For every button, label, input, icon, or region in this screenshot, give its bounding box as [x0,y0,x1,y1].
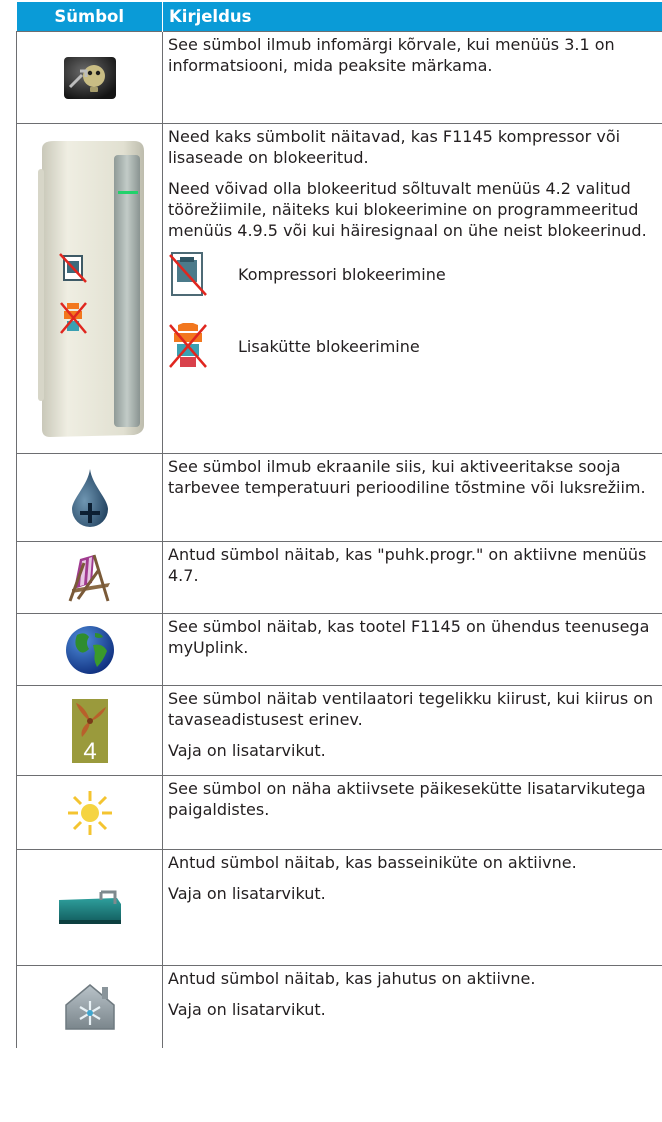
compressor-blocked-icon [168,251,208,297]
column-header-symbol: Sümbol [17,2,163,32]
description-text: Vaja on lisatarvikut. [168,741,326,760]
symbol-table [16,2,662,1048]
table-row [17,776,662,850]
description-cell [163,454,662,542]
table-row [17,850,662,966]
description-text: Need kaks sümbolit näitavad, kas F1145 kompressor või lisaseade on blokeeritud. [168,127,621,167]
deck-chair-icon [64,553,116,603]
column-header-description: Kirjeldus [163,2,662,32]
description-text: Antud sümbol näitab, kas jahutus on aktiivne. [168,969,536,988]
table-row [17,32,662,124]
symbol-cell [17,32,163,124]
description-text: See sümbol ilmub ekraanile siis, kui aktiveeritakse sooja tarbevee temperatuuri perioodiline tõstmine või luksrežiim. [168,457,646,497]
symbol-cell [17,614,163,686]
description-cell [163,614,662,686]
description-text: See sümbol on näha aktiivsete päikesekütte lisatarvikutega paigaldistes. [168,779,646,819]
symbol-cell [17,454,163,542]
description-text: Vaja on lisatarvikut. [168,1000,326,1019]
description-cell [163,966,662,1048]
table-header [17,2,662,32]
description-text: Need võivad olla blokeeritud sõltuvalt menüüs 4.2 valitud töörežiimile, näiteks kui blokeerimine on programmeeritud menüüs 4.9.5 või kui häiresignaal on ühe neist blokeerinud. [168,179,647,240]
sub-item-addition-blocked [168,323,654,369]
sun-icon [66,789,114,837]
table-row [17,966,662,1048]
description-text: Antud sümbol näitab, kas basseiniküte on aktiivne. [168,853,577,872]
description-cell [163,776,662,850]
description-text: See sümbol ilmub infomärgi kõrvale, kui menüüs 3.1 on informatsiooni, mida peaksite märkama. [168,35,615,75]
description-cell [163,32,662,124]
description-text: Antud sümbol näitab, kas "puhk.progr." on aktiivne menüüs 4.7. [168,545,647,585]
table-row [17,686,662,776]
description-text: Vaja on lisatarvikut. [168,884,326,903]
sub-item-compressor-blocked [168,251,654,297]
hot-water-drop-icon [70,469,110,527]
table-row [17,614,662,686]
table-row [17,454,662,542]
sub-item-label: Kompressori blokeerimine [238,264,446,284]
sub-item-label: Lisakütte blokeerimine [238,336,420,356]
symbol-cell [17,542,163,614]
symbol-cell [17,776,163,850]
description-text: See sümbol näitab, kas tootel F1145 on ühendus teenusega myUplink. [168,617,650,657]
addition-heat-blocked-icon [168,323,208,369]
cooling-house-icon [64,983,116,1031]
description-cell [163,542,662,614]
description-cell [163,850,662,966]
table-row [17,124,662,454]
info-service-icon [64,57,116,99]
symbol-cell [17,850,163,966]
fan-speed-icon [72,699,108,763]
description-cell [163,686,662,776]
pool-icon [57,890,123,926]
heat-pump-blocked-icon [34,141,146,437]
globe-icon [65,625,115,675]
description-cell [163,124,662,454]
symbol-cell [17,686,163,776]
table-row [17,542,662,614]
symbol-cell [17,966,163,1048]
fan-speed-value: 4 [82,737,97,763]
description-text: See sümbol näitab ventilaatori tegelikku kiirust, kui kiirus on tavaseadistusest erinev. [168,689,654,729]
symbol-cell [17,124,163,454]
